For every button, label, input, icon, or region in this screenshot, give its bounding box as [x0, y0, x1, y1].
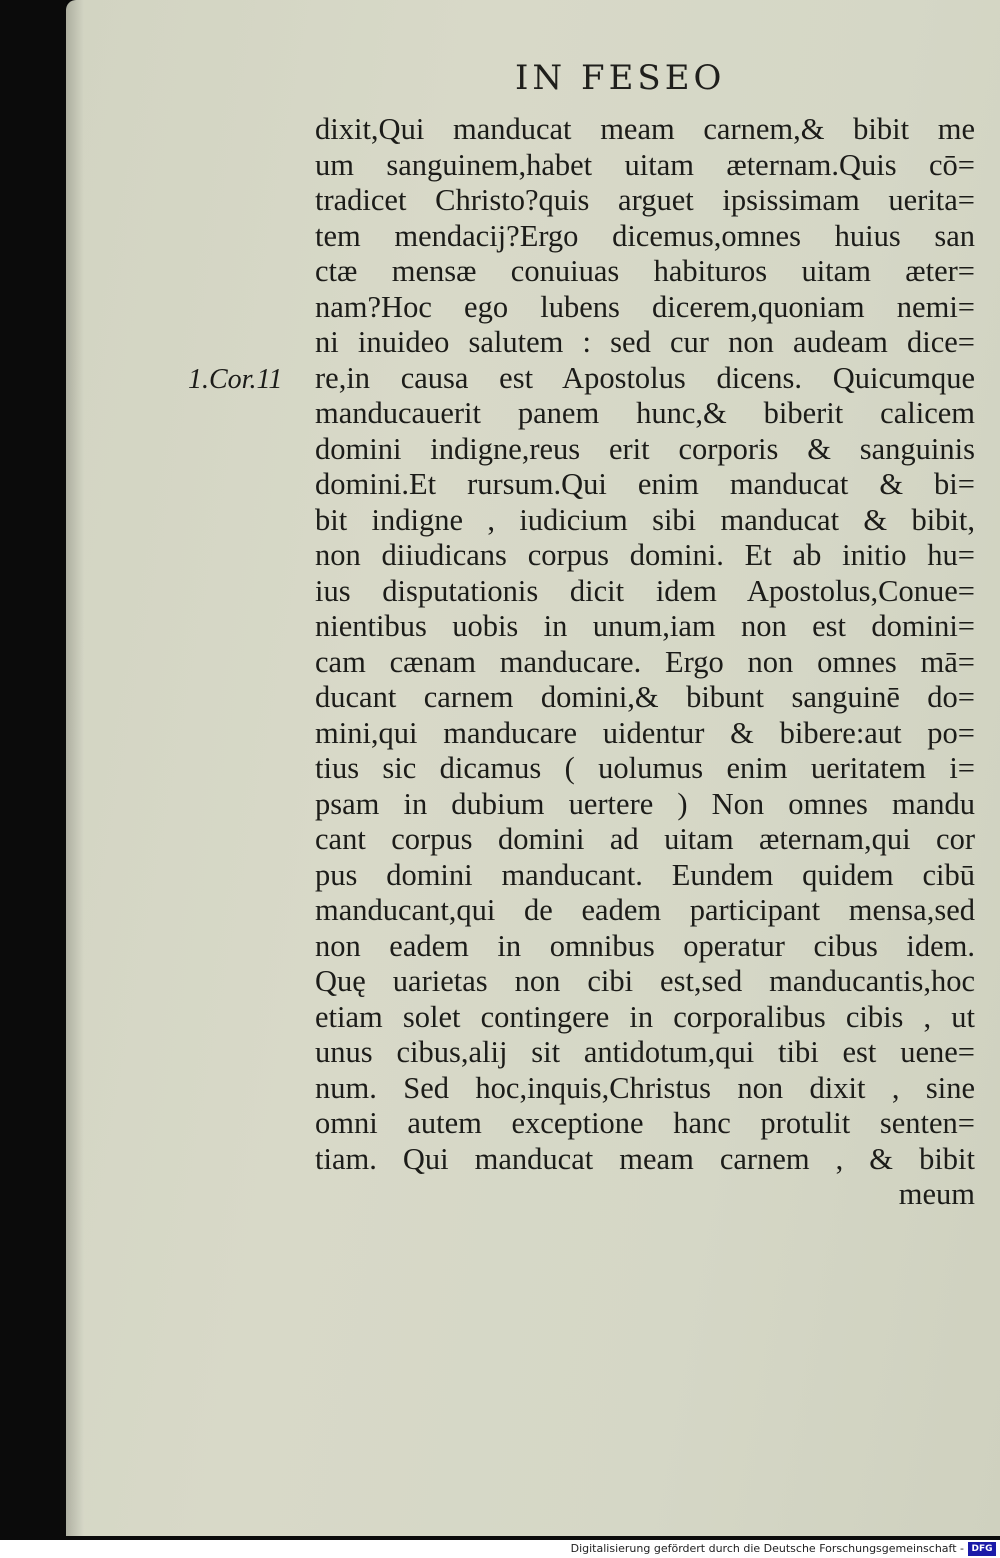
text-line: manducant,qui de eadem participant mensa,sed	[315, 893, 975, 927]
running-head: IN FESEO	[515, 58, 726, 98]
text-line: psam in dubium uertere ) Non omnes mandu	[315, 786, 975, 821]
text-line: pus domini manducant. Eundem quidem cibū	[315, 857, 975, 892]
text-line: tiam. Qui manducat meam carnem , & bibit	[315, 1141, 975, 1176]
text-line: bit indigne , iudicium sibi manducat & bibit,	[315, 502, 975, 537]
text-line: nam?Hoc ego lubens dicerem,quoniam nemi=	[315, 289, 975, 324]
text-line: dixit,Qui manducat meam carnem,& bibit me	[315, 112, 975, 146]
text-line: ducant carnem domini,& bibunt sanguinē do=	[315, 680, 975, 714]
text-line: ius disputationis dicit idem Apostolus,Conue=	[315, 573, 975, 608]
margin-note-reference: 1.Cor.11	[188, 364, 283, 395]
text-line: omni autem exceptione hanc protulit senten=	[315, 1106, 975, 1140]
funding-notice: Digitalisierung gefördert durch die Deutsche Forschungsgemeinschaft -	[570, 1542, 964, 1555]
text-line: cam cænam manducare. Ergo non omnes mā=	[315, 644, 975, 679]
text-line: tem mendacij?Ergo dicemus,omnes huius san	[315, 218, 975, 253]
text-line: cant corpus domini ad uitam æternam,qui cor	[315, 822, 975, 856]
text-line: Quę uarietas non cibi est,sed manducantis,hoc	[315, 964, 975, 998]
text-line: manducauerit panem hunc,& biberit calicem	[315, 396, 975, 430]
text-line: re,in causa est Apostolus dicens. Quicumque	[315, 360, 975, 395]
catchword: meum	[898, 1177, 975, 1211]
dfg-logo-icon: DFG	[968, 1542, 996, 1556]
digitization-footer	[0, 1540, 1000, 1558]
text-line: non eadem in omnibus operatur cibus idem.	[315, 928, 975, 963]
text-line: ctæ mensæ conuiuas habituros uitam æter=	[315, 254, 975, 288]
text-line: tradicet Christo?quis arguet ipsissimam uerita=	[315, 183, 975, 217]
text-line: domini.Et rursum.Qui enim manducat & bi=	[315, 467, 975, 501]
text-line: num. Sed hoc,inquis,Christus non dixit , sine	[315, 1070, 975, 1105]
body-text	[315, 112, 975, 1213]
text-line: domini indigne,reus erit corporis & sanguinis	[315, 431, 975, 466]
text-line: ni inuideo salutem : sed cur non audeam dice=	[315, 325, 975, 359]
text-line: mini,qui manducare uidentur & bibere:aut po=	[315, 715, 975, 750]
text-line: non diiudicans corpus domini. Et ab initio hu=	[315, 538, 975, 572]
text-line: unus cibus,alij sit antidotum,qui tibi est uene=	[315, 1035, 975, 1069]
text-line: um sanguinem,habet uitam æternam.Quis cō=	[315, 147, 975, 182]
text-line: nientibus uobis in unum,iam non est domini=	[315, 609, 975, 643]
text-line: tius sic dicamus ( uolumus enim ueritatem i=	[315, 751, 975, 785]
text-line: etiam solet contingere in corporalibus cibis , ut	[315, 999, 975, 1034]
